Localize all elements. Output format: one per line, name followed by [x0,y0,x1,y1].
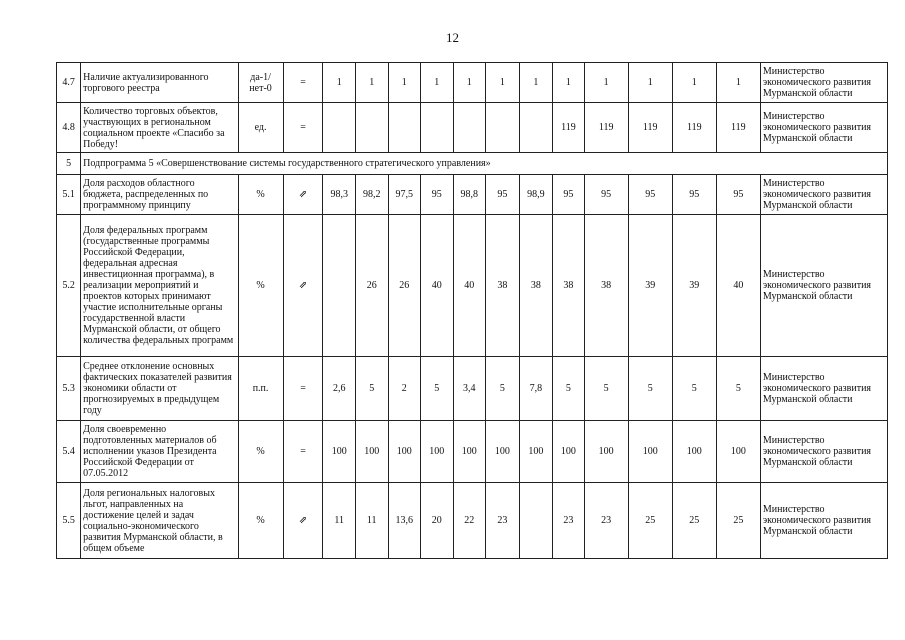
value-cell: 100 [672,421,716,483]
value-cell: 1 [519,63,553,103]
value-cell: 25 [672,483,716,559]
value-cell: 20 [421,483,454,559]
trend-equals-icon: = [283,63,323,103]
value-cell: 100 [519,421,553,483]
value-cell: 23 [553,483,584,559]
value-cell: 5 [672,357,716,421]
value-cell: 1 [553,63,584,103]
value-cell: 38 [519,215,553,357]
unit-cell: % [238,483,283,559]
value-cell: 1 [628,63,672,103]
value-cell: 40 [453,215,486,357]
responsible-cell: Министерство экономического развития Мурманской области [760,103,887,153]
value-cell [519,483,553,559]
value-cell: 119 [553,103,584,153]
value-cell: 98,2 [355,175,388,215]
trend-arrow-icon: ⇗ [283,483,323,559]
value-cell: 26 [388,215,421,357]
value-cell: 5 [584,357,628,421]
subprogram-title: Подпрограмма 5 «Совершенствование системы государственного стратегического управления» [81,153,888,175]
row-number: 5.1 [57,175,81,215]
table-row [57,421,888,483]
value-cell: 100 [323,421,356,483]
value-cell: 98,8 [453,175,486,215]
indicator-name: Наличие актуализированного торгового реестра [81,63,238,103]
value-cell [519,103,553,153]
value-cell: 100 [355,421,388,483]
value-cell [355,103,388,153]
value-cell: 95 [672,175,716,215]
unit-cell: % [238,175,283,215]
value-cell: 100 [716,421,760,483]
table-row [57,483,888,559]
value-cell: 100 [553,421,584,483]
value-cell: 95 [584,175,628,215]
value-cell: 5 [421,357,454,421]
value-cell: 1 [355,63,388,103]
value-cell: 40 [421,215,454,357]
value-cell: 38 [584,215,628,357]
responsible-cell: Министерство экономического развития Мурманской области [760,215,887,357]
indicator-name: Доля своевременно подготовленных материалов об исполнении указов Президента Российской Федерации от 07.05.2012 [81,421,238,483]
row-number: 4.7 [57,63,81,103]
table-row [57,175,888,215]
indicator-name: Количество торговых объектов, участвующих в региональном социальном проекте «Спасибо за Победу! [81,103,238,153]
value-cell: 11 [323,483,356,559]
value-cell: 98,3 [323,175,356,215]
value-cell: 5 [628,357,672,421]
table-row [57,103,888,153]
value-cell: 95 [486,175,520,215]
value-cell: 7,8 [519,357,553,421]
table-row [57,63,888,103]
row-number: 5.3 [57,357,81,421]
value-cell: 95 [421,175,454,215]
unit-cell: ед. [238,103,283,153]
row-number: 5.2 [57,215,81,357]
unit-cell: п.п. [238,357,283,421]
value-cell: 1 [716,63,760,103]
value-cell [388,103,421,153]
indicator-name: Доля расходов областного бюджета, распределенных по программному принципу [81,175,238,215]
value-cell: 2 [388,357,421,421]
responsible-cell: Министерство экономического развития Мурманской области [760,483,887,559]
unit-cell: да-1/ нет-0 [238,63,283,103]
value-cell: 38 [553,215,584,357]
value-cell: 95 [628,175,672,215]
responsible-cell: Министерство экономического развития Мурманской области [760,175,887,215]
responsible-cell: Министерство экономического развития Мурманской области [760,63,887,103]
value-cell: 39 [672,215,716,357]
value-cell: 1 [388,63,421,103]
value-cell: 119 [716,103,760,153]
value-cell: 100 [453,421,486,483]
value-cell: 100 [388,421,421,483]
value-cell: 5 [716,357,760,421]
value-cell: 23 [584,483,628,559]
value-cell [421,103,454,153]
responsible-cell: Министерство экономического развития Мурманской области [760,421,887,483]
value-cell: 5 [355,357,388,421]
indicator-name: Доля федеральных программ (государственные программы Российской Федерации, федеральная адресная инвестиционная программа), в реализации мероприятий и проектов которых принимают участие исполнительные органы государственной власти Мурманской области, от общего количества федеральных программ [81,215,238,357]
value-cell: 25 [716,483,760,559]
table-row [57,357,888,421]
row-number: 5.5 [57,483,81,559]
value-cell: 119 [628,103,672,153]
value-cell: 39 [628,215,672,357]
table-row [57,215,888,357]
value-cell: 1 [584,63,628,103]
value-cell: 95 [553,175,584,215]
value-cell [453,103,486,153]
value-cell: 100 [628,421,672,483]
unit-cell: % [238,215,283,357]
value-cell: 1 [486,63,520,103]
value-cell: 1 [453,63,486,103]
value-cell: 22 [453,483,486,559]
value-cell: 5 [553,357,584,421]
value-cell: 1 [421,63,454,103]
value-cell: 38 [486,215,520,357]
unit-cell: % [238,421,283,483]
value-cell: 97,5 [388,175,421,215]
value-cell: 5 [486,357,520,421]
value-cell [323,215,356,357]
subprogram-number: 5 [57,153,81,175]
indicator-name: Среднее отклонение основных фактических показателей развития экономики области от прогнозируемых в предыдущем году [81,357,238,421]
value-cell: 13,6 [388,483,421,559]
value-cell: 100 [584,421,628,483]
value-cell: 40 [716,215,760,357]
value-cell [323,103,356,153]
value-cell: 98,9 [519,175,553,215]
value-cell: 2,6 [323,357,356,421]
value-cell: 23 [486,483,520,559]
value-cell: 25 [628,483,672,559]
value-cell [486,103,520,153]
trend-arrow-icon: ⇗ [283,175,323,215]
subprogram-row [57,153,888,175]
row-number: 4.8 [57,103,81,153]
trend-equals-icon: = [283,103,323,153]
value-cell: 100 [486,421,520,483]
page-number: 12 [446,30,459,45]
value-cell: 95 [716,175,760,215]
indicator-name: Доля региональных налоговых льгот, направленных на достижение целей и задач социально-экономического развития Мурманской области, в общем объеме [81,483,238,559]
trend-equals-icon: = [283,421,323,483]
value-cell: 100 [421,421,454,483]
indicators-table [56,62,888,559]
value-cell: 26 [355,215,388,357]
value-cell: 1 [672,63,716,103]
value-cell: 11 [355,483,388,559]
trend-arrow-icon: ⇗ [283,215,323,357]
value-cell: 119 [672,103,716,153]
value-cell: 3,4 [453,357,486,421]
trend-equals-icon: = [283,357,323,421]
value-cell: 119 [584,103,628,153]
value-cell: 1 [323,63,356,103]
row-number: 5.4 [57,421,81,483]
responsible-cell: Министерство экономического развития Мурманской области [760,357,887,421]
